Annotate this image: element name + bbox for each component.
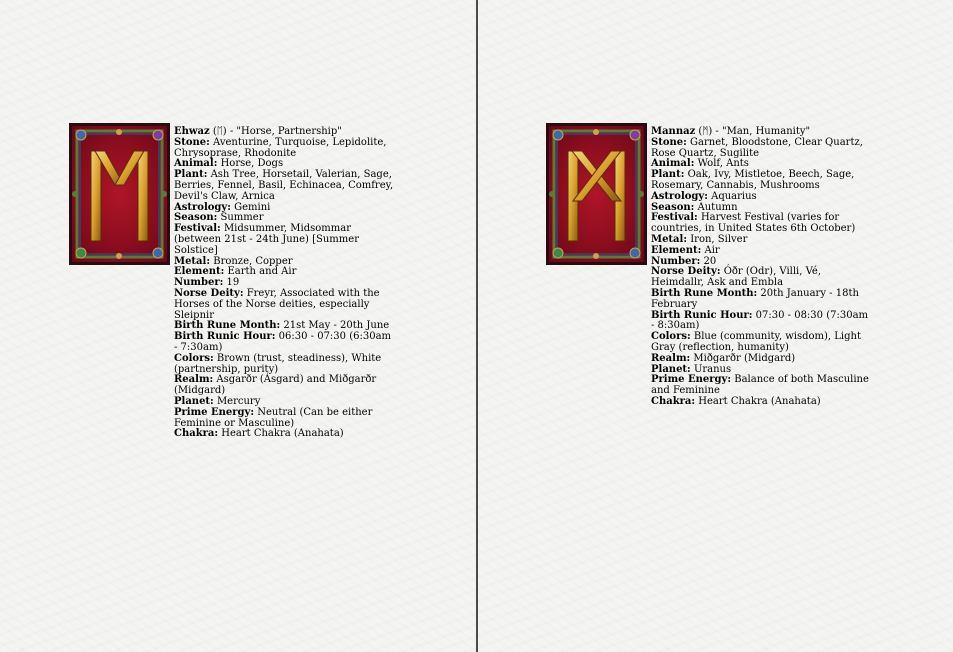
field-label: Metal:: [174, 255, 211, 267]
field-value: Brown (trust, steadiness), White (partnership, purity): [174, 352, 382, 375]
field-label: Chakra:: [651, 395, 696, 407]
field-value: Midsummer, Midsommar (between 21st - 24th June) [Summer Solstice]: [174, 223, 359, 256]
field-label: Number:: [174, 277, 224, 289]
field-label: Season:: [651, 201, 695, 213]
field-label: Realm:: [174, 374, 214, 386]
mannaz-info: [651, 127, 873, 408]
field-label: Astrology:: [651, 190, 708, 202]
field-row: [651, 289, 873, 311]
rune-meaning: "Man, Humanity": [721, 126, 811, 137]
field-label: Stone:: [174, 136, 210, 148]
field-label: Festival:: [651, 212, 698, 224]
field-value: Balance of both Masculine and Feminine: [651, 374, 869, 397]
field-value: Heart Chakra (Anahata): [221, 428, 344, 440]
field-value: 19: [226, 277, 240, 289]
ehwaz-info: [174, 127, 396, 440]
field-label: Birth Runic Hour:: [651, 309, 753, 321]
field-value: Iron, Silver: [690, 233, 748, 245]
field-row: [174, 289, 396, 321]
field-row: [651, 332, 873, 354]
field-label: Animal:: [651, 158, 695, 170]
field-value: Mercury: [216, 395, 261, 407]
field-label: Realm:: [651, 352, 691, 364]
field-value: Air: [704, 244, 720, 256]
field-value: Harvest Festival (varies for countries, in United States 6th October): [651, 212, 856, 235]
field-label: Birth Rune Month:: [174, 320, 281, 332]
field-label: Astrology:: [174, 201, 231, 213]
left-rune-fields: [174, 138, 396, 440]
rune-name: Ehwaz: [174, 126, 210, 137]
field-label: Element:: [174, 266, 225, 278]
field-value: 21st May - 20th June: [283, 320, 390, 332]
field-label: Metal:: [651, 233, 688, 245]
field-label: Planet:: [174, 395, 214, 407]
left-page: [0, 0, 476, 652]
field-value: Aquarius: [711, 190, 757, 202]
field-row: [651, 138, 873, 160]
field-label: Stone:: [651, 136, 687, 148]
field-label: Colors:: [174, 352, 214, 364]
field-value: Asgarðr (Ásgard) and Miðgarðr (Midgard): [174, 374, 377, 397]
mannaz-rune-image: [546, 123, 647, 265]
field-label: Number:: [651, 255, 701, 267]
field-value: Miðgarðr (Midgard): [693, 352, 796, 364]
field-label: Season:: [174, 212, 218, 224]
field-value: 06:30 - 07:30 (6:30am - 7:30am): [174, 331, 392, 353]
field-value: 07:30 - 08:30 (7:30am - 8:30am): [651, 309, 869, 332]
field-value: Ash Tree, Horsetail, Valerian, Sage, Berries, Fennel, Basil, Echinacea, Comfrey, Devil's Claw, Arnica: [174, 169, 394, 202]
field-row: [174, 375, 396, 397]
field-row: [174, 138, 396, 160]
field-label: Animal:: [174, 158, 218, 170]
field-value: Earth and Air: [227, 266, 297, 278]
field-label: Birth Rune Month:: [651, 287, 758, 299]
rune-name: Mannaz: [651, 126, 696, 137]
field-value: Neutral (Can be either Feminine or Masculine): [174, 406, 373, 429]
field-value: Summer: [220, 212, 264, 224]
field-row: [651, 213, 873, 235]
field-row: [651, 311, 873, 333]
rune-meaning: "Horse, Partnership": [236, 126, 342, 137]
field-row: [174, 429, 396, 440]
rune-title: Ehwaz (ᛖ) - "Horse, Partnership": [174, 126, 342, 137]
right-rune-fields: [651, 138, 873, 408]
field-value: Blue (community, wisdom), Light Gray (reflection, humanity): [651, 331, 861, 353]
field-label: Birth Runic Hour:: [174, 331, 276, 343]
field-row: [651, 375, 873, 397]
field-label: Festival:: [174, 223, 221, 235]
field-value: Horse, Dogs: [220, 158, 284, 170]
field-label: Plant:: [651, 169, 685, 181]
field-value: Uranus: [693, 363, 732, 375]
field-row: [174, 332, 396, 354]
field-value: 20: [703, 255, 717, 267]
rune-title: Mannaz (ᛗ) - "Man, Humanity": [651, 126, 811, 137]
field-value: Garnet, Bloodstone, Clear Quartz, Rose Quartz, Sugilite: [651, 136, 863, 159]
field-row: [651, 170, 873, 192]
page-divider: [476, 0, 478, 652]
field-value: Wolf, Ants: [697, 158, 749, 170]
rune-glyph: ᛖ: [216, 126, 223, 137]
right-page: [479, 0, 953, 652]
field-label: Plant:: [174, 169, 208, 181]
mannaz-rune-icon: [546, 123, 647, 265]
field-label: Norse Deity:: [174, 287, 244, 299]
field-value: 20th January - 18th February: [651, 287, 859, 310]
field-row: [174, 170, 396, 202]
field-row: [174, 354, 396, 376]
field-label: Element:: [651, 244, 702, 256]
field-value: Óðr (Odr), Villi, Vé, Heimdallr, Ask and Embla: [651, 266, 822, 289]
field-label: Chakra:: [174, 428, 219, 440]
field-value: Autumn: [697, 201, 738, 213]
field-value: Bronze, Copper: [213, 255, 293, 267]
field-value: Oak, Ivy, Mistletoe, Beech, Sage, Rosemary, Cannabis, Mushrooms: [651, 169, 855, 191]
field-row: [651, 267, 873, 289]
field-label: Colors:: [651, 331, 691, 343]
field-value: Gemini: [234, 201, 271, 213]
rune-glyph: ᛗ: [702, 126, 709, 137]
ehwaz-rune-image: [69, 123, 170, 265]
field-label: Prime Energy:: [651, 374, 732, 386]
field-value: Aventurine, Turquoise, Lepidolite, Chrysoprase, Rhodonite: [174, 136, 387, 159]
field-value: Freyr, Associated with the Horses of the Norse deities, especially Sleipnir: [174, 287, 380, 321]
ehwaz-rune-icon: [69, 123, 170, 265]
field-label: Prime Energy:: [174, 406, 255, 418]
field-label: Norse Deity:: [651, 266, 721, 278]
field-row: [174, 408, 396, 430]
field-label: Planet:: [651, 363, 691, 375]
field-row: [174, 224, 396, 256]
field-row: [651, 397, 873, 408]
field-value: Heart Chakra (Anahata): [698, 395, 821, 407]
